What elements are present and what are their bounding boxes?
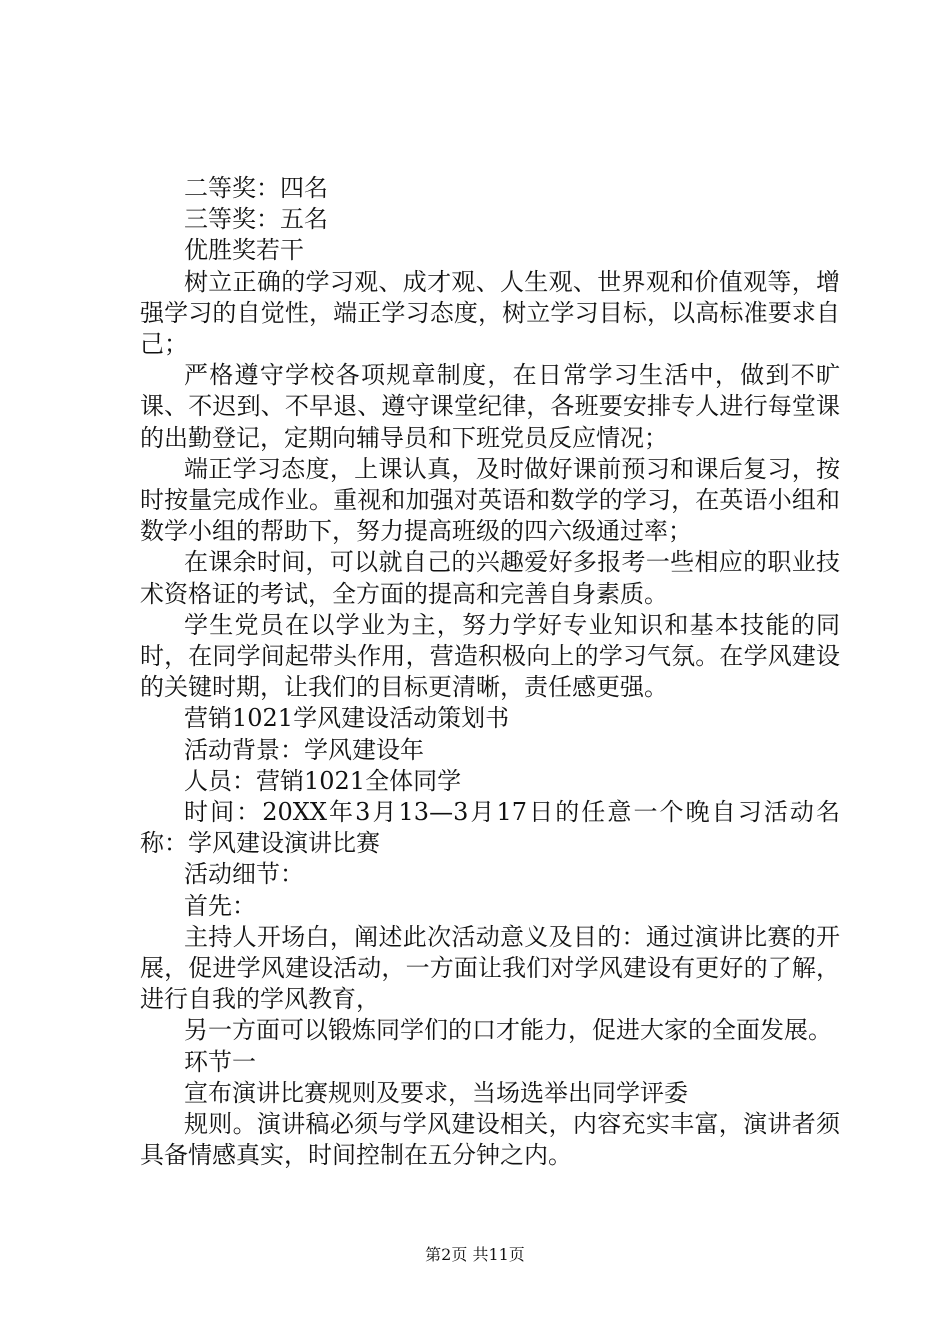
paragraph: 环节一 <box>184 1047 256 1076</box>
paragraph: 学生党员在以学业为主，努力学好专业知识和基本技能的同时，在同学间起带头作用，营造积极向上的学习气氛。在学风建设的关键时期，让我们的目标更清晰，责任感更强。 <box>140 610 840 702</box>
document-body <box>140 173 840 1172</box>
paragraph: 在课余时间，可以就自己的兴趣爱好多报考一些相应的职业技术资格证的考试，全方面的提高和完善自身素质。 <box>140 548 840 608</box>
paragraph: 二等奖：四名 <box>184 174 328 202</box>
paragraph: 树立正确的学习观、成才观、人生观、世界观和价值观等，增强学习的自觉性，端正学习态度，树立学习目标，以高标准要求自己； <box>140 267 840 359</box>
paragraph: 宣布演讲比赛规则及要求，当场选举出同学评委 <box>184 1078 688 1107</box>
paragraph: 营销1021学风建设活动策划书 <box>184 704 510 733</box>
paragraph: 端正学习态度，上课认真，及时做好课前预习和课后复习，按时按量完成作业。重视和加强对英语和数学的学习，在英语小组和数学小组的帮助下，努力提高班级的四六级通过率； <box>140 454 840 546</box>
paragraph: 另一方面可以锻炼同学们的口才能力，促进大家的全面发展。 <box>184 1016 832 1045</box>
page-number-footer: 第2页 共11页 <box>425 1245 525 1264</box>
paragraph: 优胜奖若干 <box>184 236 304 265</box>
paragraph: 规则。演讲稿必须与学风建设相关，内容充实丰富，演讲者须具备情感真实，时间控制在五分钟之内。 <box>140 1110 840 1170</box>
paragraph: 首先： <box>184 891 256 920</box>
paragraph: 活动细节： <box>184 860 304 889</box>
paragraph: 活动背景：学风建设年 <box>184 735 424 764</box>
paragraph: 三等奖：五名 <box>184 205 328 234</box>
paragraph: 严格遵守学校各项规章制度，在日常学习生活中，做到不旷课、不迟到、不早退、遵守课堂纪律，各班要安排专人进行每堂课的出勤登记，定期向辅导员和下班党员反应情况； <box>140 361 840 452</box>
paragraph: 人员：营销1021全体同学 <box>184 766 462 795</box>
paragraph: 主持人开场白，阐述此次活动意义及目的：通过演讲比赛的开展，促进学风建设活动，一方面让我们对学风建设有更好的了解，进行自我的学风教育， <box>140 922 840 1014</box>
paragraph: 时间：20XX年3月13—3月17日的任意一个晚自习活动名称：学风建设演讲比赛 <box>140 798 840 858</box>
